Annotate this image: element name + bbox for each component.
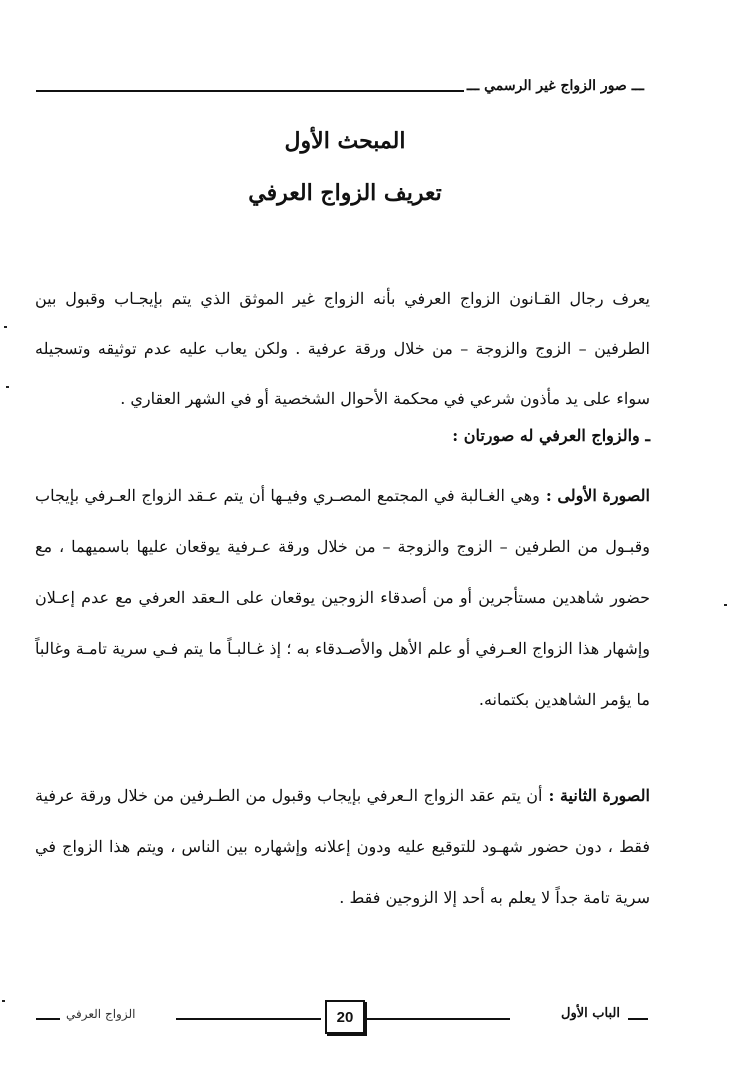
footer-rule	[36, 1018, 60, 1020]
header-rule	[36, 90, 464, 92]
footer-book-title: الزواج العرفي	[66, 1007, 136, 1021]
section-subtitle: تعريف الزواج العرفي	[248, 180, 442, 206]
scan-speck	[724, 604, 727, 606]
scan-speck	[6, 386, 9, 388]
footer-rule	[362, 1018, 510, 1020]
footer-chapter-label: الباب الأول	[561, 1006, 620, 1021]
form-item-second	[35, 770, 650, 923]
section-title: المبحث الأول	[284, 128, 406, 154]
form-label: الصورة الأولى :	[545, 486, 650, 505]
forms-heading: ـ والزواج العرفي له صورتان :	[452, 426, 650, 445]
page-number-box	[325, 1000, 365, 1034]
form-label: الصورة الثانية :	[548, 786, 650, 805]
footer-rule	[176, 1018, 321, 1020]
form-text: أن يتم عقد الزواج الـعرفي بإيجاب وقبول من الطـرفين من خلال ورقة عرفية فقط ، دون حضور شهـود للتوقيع عليه ودون إعلانه وإشهاره بين الناس ، ويتم هذا الزواج في سرية تامة جداً لا يعلم به أحد إلا الزوجين فقط .	[35, 786, 650, 907]
running-header-title: ـــ صور الزواج غير الرسمي ـــ	[466, 78, 644, 94]
intro-paragraph: يعرف رجال القـانون الزواج العرفي بأنه الزواج غير الموثق الذي يتم بإيجـاب وقبول بين الطرفين – الزوج والزوجة – من خلال ورقة عرفية . ولكن يعاب عليه عدم توثيقه وتسجيله سواء على يد مأذون شرعي في محكمة الأحوال الشخصية أو في الشهر العقاري .	[35, 289, 650, 408]
scan-speck	[4, 326, 7, 328]
form-item-first	[35, 470, 650, 725]
scan-speck	[2, 1000, 5, 1002]
form-text: وهي الغـالبة في المجتمع المصـري وفيـها أن يتم عـقد الزواج العـرفي بإيجاب وقبـول من الطرفين – الزوج والزوجة – من خلال ورقة عـرفية يوقعان عليها باسميهما ، مع حضور شاهدين مستأجرين أو من أصدقاء الزوجين يوقعان على الـعقد العرفي مع عدم إعـلان وإشهار هذا الزواج العـرفي أو علم الأهل والأصـدقاء به ؛ إذ غـالبـاً ما يتم فـي سرية تامـة وغالباً ما يؤمر الشاهدين بكتمانه.	[35, 486, 650, 709]
page-number: 20	[336, 1008, 354, 1026]
footer-rule	[628, 1018, 648, 1020]
